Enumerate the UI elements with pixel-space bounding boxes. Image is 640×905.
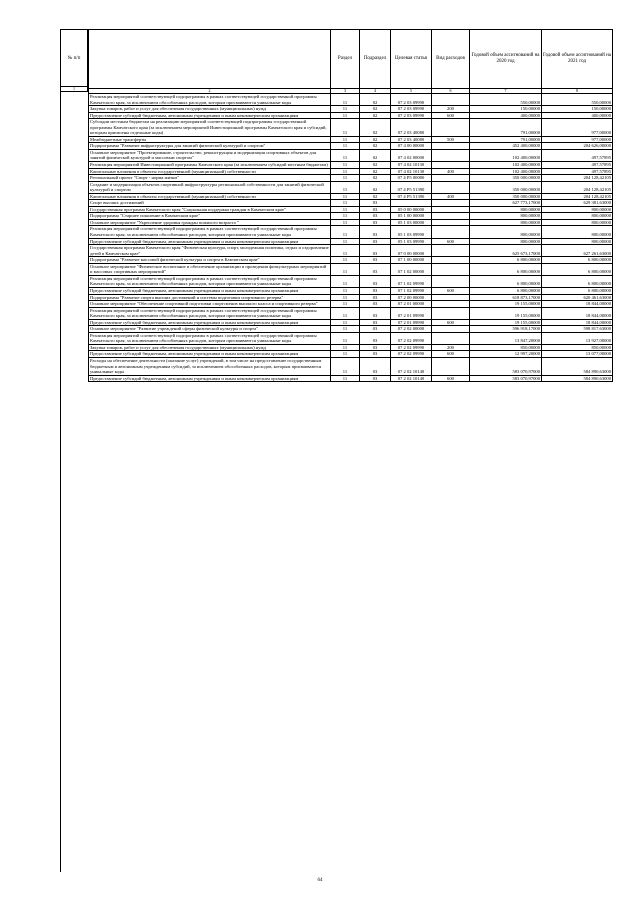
table-row xyxy=(89,149,613,161)
cell-vol2020: 550,00000 xyxy=(470,94,542,106)
cell-name: Закупка товаров, работ и услуг для обеспечения государственных (муниципальных) нужд xyxy=(89,344,331,351)
cell-name: Создание и модернизация объектов спортивной инфраструктуры региональной собственности для занятий физической культурой и спортом xyxy=(89,181,331,193)
cell-target: 07 2 03 40080 xyxy=(391,119,432,137)
cell-expense: 400 xyxy=(432,168,470,175)
cell-section: 11 xyxy=(331,136,360,143)
cell-name: Подпрограмма "Развитие спорта высших достижений и системы подготовки спортивного резерва" xyxy=(89,294,331,301)
cell-expense xyxy=(432,226,470,238)
cell-subsection: 03 xyxy=(360,226,391,238)
cell-subsection: 02 xyxy=(360,168,391,175)
cell-section: 11 xyxy=(331,319,360,326)
cell-name: Подпрограмма "Развитие инфраструктуры для занятий физической культурой и спортом" xyxy=(89,143,331,150)
cell-name: Региональный проект "Спорт - норма жизни" xyxy=(89,175,331,182)
cell-expense xyxy=(432,357,470,375)
cell-vol2020: 150,00000 xyxy=(470,106,542,113)
cell-subsection: 02 xyxy=(360,112,391,119)
cell-subsection: 03 xyxy=(360,257,391,264)
cell-expense: 400 xyxy=(432,193,470,200)
cell-target: 07 2 02 09990 xyxy=(391,332,432,344)
cell-section: 11 xyxy=(331,294,360,301)
cell-subsection: 03 xyxy=(360,301,391,308)
cell-section: 11 xyxy=(331,357,360,375)
header-name xyxy=(89,30,331,89)
cell-vol2021: 150,00000 xyxy=(542,106,613,113)
cell-section: 11 xyxy=(331,193,360,200)
cell-vol2021: 800,00000 xyxy=(542,238,613,245)
cell-vol2021: 850,00000 xyxy=(542,344,613,351)
cell-expense xyxy=(432,181,470,193)
cell-subsection: 02 xyxy=(360,181,391,193)
cell-vol2020: 800,00000 xyxy=(470,226,542,238)
cell-subsection: 03 xyxy=(360,245,391,257)
cell-name: Реализация мероприятий соответствующей подпрограммы в рамках соответствующей государственной программы Камчатского края, за исключением обособленных расходов, которым присваиваются уникальные коды xyxy=(89,275,331,287)
cell-target: 07 4 P5 51390 xyxy=(391,181,432,193)
cell-section: 11 xyxy=(331,213,360,220)
cell-expense xyxy=(432,119,470,137)
cell-name: Подпрограмма "Развитие массовой физической культуры и спорта в Камчатском крае" xyxy=(89,257,331,264)
cell-name: Реализация мероприятий Инвестиционной программы Камчатского края (за исключением субсидий местным бюджетам) xyxy=(89,162,331,169)
cell-target: 07 0 00 00000 xyxy=(391,245,432,257)
cell-target: 07 2 02 10140 xyxy=(391,375,432,382)
cell-target: 07 2 03 40080 xyxy=(391,136,432,143)
table-header-row xyxy=(89,30,613,89)
cell-section: 11 xyxy=(331,106,360,113)
cell-expense xyxy=(432,149,470,161)
cell-vol2021: 800,00000 xyxy=(542,226,613,238)
cell-vol2021: 627 261,63000 xyxy=(542,245,613,257)
cell-section: 11 xyxy=(331,168,360,175)
cell-vol2021: 6 800,00000 xyxy=(542,287,613,294)
cell-section: 11 xyxy=(331,257,360,264)
cell-name: Подпрограмма "Старшее поколение в Камчатском крае" xyxy=(89,213,331,220)
cell-subsection: 03 xyxy=(360,307,391,319)
cell-vol2020: 6 800,00000 xyxy=(470,257,542,264)
cell-vol2021: 6 800,00000 xyxy=(542,257,613,264)
cell-target: 07 2 00 00000 xyxy=(391,294,432,301)
cell-name: Предоставление субсидий бюджетным, автономным учреждениям и иным некоммерческим организациям xyxy=(89,375,331,382)
cell-section: 11 xyxy=(331,375,360,382)
cell-section: 11 xyxy=(331,301,360,308)
cell-vol2020: 102 400,00000 xyxy=(470,168,542,175)
cell-name: Расходы на обеспечение деятельности (оказание услуг) учреждений, в том числе на предоставление государственным бюджетным и автономным учреждениям субсидий, за исключением обособленных расходов, которым присваиваются уникальные коды xyxy=(89,357,331,375)
cell-name: Государственная программа Камчатского края "Физическая культура, спорт, молодежная политика, отдых и оздоровление детей в Камчатском крае" xyxy=(90,245,329,256)
cell-section: 11 xyxy=(331,287,360,294)
cell-vol2021: 13 927,00000 xyxy=(542,332,613,344)
cell-vol2020: 6 800,00000 xyxy=(470,275,542,287)
cell-vol2020: 850,00000 xyxy=(470,344,542,351)
cell-vol2020: 452 400,00000 xyxy=(470,143,542,150)
cell-vol2020: 102 400,00000 xyxy=(470,149,542,161)
cell-name: Основное мероприятие "Проектирование, строительство, реконструкция и модернизация спортивных объектов для занятий физической культурой и массовым спортом" xyxy=(89,149,331,161)
cell-vol2020: 19 155,00000 xyxy=(470,307,542,319)
header-target: Целевая статья xyxy=(391,30,432,89)
cell-vol2020: 350 000,00000 xyxy=(470,181,542,193)
cell-subsection: 03 xyxy=(360,200,391,207)
cell-name: Предоставление субсидий бюджетным, автономным учреждениям и иным некоммерческим организациям xyxy=(89,287,331,294)
cell-section: 11 xyxy=(331,175,360,182)
cell-section: 11 xyxy=(331,226,360,238)
cell-subsection: 02 xyxy=(360,175,391,182)
cell-vol2021: 204 128,42105 xyxy=(542,175,613,182)
cell-vol2020: 583 070,97000 xyxy=(470,375,542,382)
cell-section: 11 xyxy=(331,307,360,319)
cell-vol2021: 800,00000 xyxy=(542,219,613,226)
cell-expense: 200 xyxy=(432,344,470,351)
cell-vol2021: 497,57895 xyxy=(542,149,613,161)
cell-subsection: 03 xyxy=(360,263,391,275)
cell-vol2021: 400,00000 xyxy=(542,112,613,119)
cell-subsection: 03 xyxy=(360,375,391,382)
cell-expense: 600 xyxy=(432,112,470,119)
cell-vol2020: 627 773,17000 xyxy=(470,200,542,207)
cell-subsection: 03 xyxy=(360,332,391,344)
cell-subsection: 03 xyxy=(360,213,391,220)
cell-subsection: 02 xyxy=(360,193,391,200)
cell-vol2021: 550,00000 xyxy=(542,94,613,106)
cell-expense: 200 xyxy=(432,106,470,113)
cell-name: Основное мероприятие "Развитие учреждений сферы физической культуры и спорта" xyxy=(89,326,331,333)
colnum-2: 2 xyxy=(89,89,331,94)
cell-subsection: 03 xyxy=(360,287,391,294)
cell-subsection: 02 xyxy=(360,162,391,169)
cell-name: Предоставление субсидий бюджетным, автономным учреждениям и иным некоммерческим организациям xyxy=(89,319,331,326)
cell-expense xyxy=(432,263,470,275)
colnum-8: 8 xyxy=(542,89,613,94)
cell-vol2020: 19 155,00000 xyxy=(470,319,542,326)
cell-section: 11 xyxy=(331,275,360,287)
cell-vol2021: 800,00000 xyxy=(542,206,613,213)
cell-section: 11 xyxy=(331,112,360,119)
cell-subsection: 02 xyxy=(360,94,391,106)
cell-name: Спорт высших достижений xyxy=(89,200,331,207)
cell-target: 07 4 02 10130 xyxy=(391,168,432,175)
cell-name: Реализация мероприятий соответствующей подпрограммы в рамках соответствующей государственной программы Камчатского края, за исключением обособленных расходов, которым присваиваются уникальные коды xyxy=(89,94,331,106)
cell-target: 07 2 02 10140 xyxy=(391,357,432,375)
cell-vol2021: 497,57895 xyxy=(542,162,613,169)
cell-name: Субсидии местным бюджетам на реализацию мероприятий соответствующей подпрограммы государственной программы Камчатского края (за исключением мероприятий Инвестиционной программы Камчатского края и субсидий, которым присвоены отдельные коды) xyxy=(89,119,331,137)
cell-name: Реализация мероприятий соответствующей подпрограммы в рамках соответствующей государственной программы Камчатского края, за исключением обособленных расходов, которым присваиваются уникальные коды xyxy=(89,226,331,238)
cell-section: 11 xyxy=(331,238,360,245)
cell-vol2021: 18 844,00000 xyxy=(542,307,613,319)
cell-target: 05 1 00 00000 xyxy=(391,213,432,220)
cell-subsection: 03 xyxy=(360,344,391,351)
cell-section: 11 xyxy=(331,245,360,257)
table-row xyxy=(89,332,613,344)
table-row xyxy=(89,119,613,137)
cell-target: 07 2 03 09990 xyxy=(391,94,432,106)
cell-section: 11 xyxy=(331,332,360,344)
cell-name: Основное мероприятие "Обеспечение спортивной подготовки спортсменов высокого класса и спортивного резерва" xyxy=(89,301,331,308)
table-row xyxy=(89,375,613,382)
cell-vol2020: 618 873,17000 xyxy=(470,294,542,301)
cell-expense: 600 xyxy=(432,351,470,358)
cell-target: 05 0 00 00000 xyxy=(391,206,432,213)
cell-vol2020: 625 673,17000 xyxy=(470,245,542,257)
cell-section: 11 xyxy=(331,219,360,226)
cell-vol2020: 350 000,00000 xyxy=(470,175,542,182)
cell-vol2021: 629 381,63000 xyxy=(542,200,613,207)
cell-subsection: 03 xyxy=(360,357,391,375)
cell-vol2020: 19 155,00000 xyxy=(470,301,542,308)
cell-target: 07 1 00 00000 xyxy=(391,257,432,264)
cell-vol2020: 6 800,00000 xyxy=(470,287,542,294)
budget-table xyxy=(88,29,613,382)
cell-section: 11 xyxy=(331,326,360,333)
cell-expense xyxy=(432,94,470,106)
cell-vol2021: 598 817,63000 xyxy=(542,326,613,333)
table-row xyxy=(89,307,613,319)
cell-target: 07 4 02 10130 xyxy=(391,162,432,169)
cell-vol2020: 791,00000 xyxy=(470,136,542,143)
cell-expense: 600 xyxy=(432,287,470,294)
cell-section: 11 xyxy=(331,263,360,275)
table-row xyxy=(89,94,613,106)
cell-target: 07 2 02 00000 xyxy=(391,326,432,333)
cell-vol2021: 977,00000 xyxy=(542,136,613,143)
cell-vol2021: 620 461,63000 xyxy=(542,294,613,301)
cell-target: 07 2 03 09990 xyxy=(391,106,432,113)
cell-section: 11 xyxy=(331,181,360,193)
cell-target: 07 4 P5 51390 xyxy=(391,193,432,200)
cell-name: Предоставление субсидий бюджетным, автономным учреждениям и иным некоммерческим организациям xyxy=(89,351,331,358)
cell-target: 07 2 01 09990 xyxy=(391,319,432,326)
cell-target: 07 2 02 09990 xyxy=(391,351,432,358)
cell-subsection: 03 xyxy=(360,351,391,358)
cell-subsection: 03 xyxy=(360,319,391,326)
cell-vol2020: 800,00000 xyxy=(470,219,542,226)
cell-subsection: 02 xyxy=(360,136,391,143)
cell-name: Государственная программа Камчатского края "Социальная поддержка граждан в Камчатском крае" xyxy=(89,206,331,213)
cell-expense: 600 xyxy=(432,375,470,382)
cell-name: Основное мероприятие "Физическое воспитание и обеспечение организации и проведения физкультурных мероприятий и массовых спортивных мероприятий" xyxy=(89,263,331,275)
cell-vol2021: 800,00000 xyxy=(542,213,613,220)
table-row xyxy=(89,357,613,375)
row-number-header: № п/п xyxy=(60,29,88,87)
cell-vol2021: 977,00000 xyxy=(542,119,613,137)
cell-subsection: 03 xyxy=(360,294,391,301)
cell-expense xyxy=(432,307,470,319)
cell-subsection: 02 xyxy=(360,106,391,113)
header-subsection: Подраздел xyxy=(360,30,391,89)
cell-vol2021: 18 844,00000 xyxy=(542,301,613,308)
table-body xyxy=(89,94,613,382)
cell-section: 11 xyxy=(331,206,360,213)
cell-target: 07 1 02 09990 xyxy=(391,275,432,287)
cell-name: Капитальные вложения в объекты государственной (муниципальной) собственности xyxy=(89,168,331,175)
table-row xyxy=(89,275,613,287)
header-vol2020: Годовой объем ассигнований на 2020 год xyxy=(470,30,542,89)
cell-expense xyxy=(432,245,470,257)
cell-target: 07 2 03 09990 xyxy=(391,112,432,119)
cell-target: 05 1 03 09990 xyxy=(391,226,432,238)
colnum-6: 6 xyxy=(432,89,470,94)
cell-name: Реализация мероприятий соответствующей подпрограммы в рамках соответствующей государственной программы Камчатского края, за исключением обособленных расходов, которым присваиваются уникальные коды xyxy=(89,332,331,344)
cell-name: Предоставление субсидий бюджетным, автономным учреждениям и иным некоммерческим организациям xyxy=(89,112,331,119)
cell-vol2021: 18 844,00000 xyxy=(542,319,613,326)
cell-name: Межбюджетные трансферты xyxy=(89,136,331,143)
cell-vol2020: 800,00000 xyxy=(470,238,542,245)
page-number: 64 xyxy=(317,878,323,883)
cell-section: 11 xyxy=(331,351,360,358)
cell-section: 11 xyxy=(331,162,360,169)
cell-target: 07 2 01 09990 xyxy=(391,307,432,319)
table-row xyxy=(89,263,613,275)
cell-vol2020: 800,00000 xyxy=(470,213,542,220)
cell-name: Реализация мероприятий соответствующей подпрограммы в рамках соответствующей государственной программы Камчатского края, за исключением обособленных расходов, которым присваиваются уникальные коды xyxy=(89,307,331,319)
cell-vol2020: 6 800,00000 xyxy=(470,263,542,275)
cell-vol2020: 350 000,00000 xyxy=(470,193,542,200)
cell-subsection: 03 xyxy=(360,219,391,226)
cell-subsection: 02 xyxy=(360,149,391,161)
colnum-7: 7 xyxy=(470,89,542,94)
cell-vol2020: 102 400,00000 xyxy=(470,162,542,169)
cell-vol2021: 584 890,63000 xyxy=(542,357,613,375)
cell-section: 11 xyxy=(331,143,360,150)
cell-target: 07 1 02 00000 xyxy=(391,263,432,275)
cell-target: 05 1 03 00000 xyxy=(391,219,432,226)
cell-vol2020: 596 918,17000 xyxy=(470,326,542,333)
cell-subsection: 02 xyxy=(360,143,391,150)
colnum-4: 4 xyxy=(360,89,391,94)
cell-vol2020: 12 997,20000 xyxy=(470,351,542,358)
header-expense: Вид расходов xyxy=(432,30,470,89)
cell-name: Закупка товаров, работ и услуг для обеспечения государственных (муниципальных) нужд xyxy=(89,106,331,113)
cell-expense: 500 xyxy=(432,136,470,143)
cell-target: 07 4 P5 00000 xyxy=(391,175,432,182)
cell-expense xyxy=(432,275,470,287)
cell-target: 05 1 03 09990 xyxy=(391,238,432,245)
cell-vol2021: 204 128,42105 xyxy=(542,193,613,200)
cell-subsection: 03 xyxy=(360,275,391,287)
cell-name: Капитальные вложения в объекты государственной (муниципальной) собственности xyxy=(89,193,331,200)
cell-vol2021: 497,57895 xyxy=(542,168,613,175)
cell-vol2021: 6 800,00000 xyxy=(542,263,613,275)
cell-section: 11 xyxy=(331,344,360,351)
cell-expense: 600 xyxy=(432,238,470,245)
cell-name: Основное мероприятие "Укрепление здоровья граждан пожилого возраста " xyxy=(89,219,331,226)
row-number-column xyxy=(60,91,88,872)
cell-vol2020: 400,00000 xyxy=(470,112,542,119)
cell-section: 11 xyxy=(331,119,360,137)
cell-target: 07 2 02 09990 xyxy=(391,344,432,351)
table-row xyxy=(89,226,613,238)
cell-target: 07 4 02 00000 xyxy=(391,149,432,161)
cell-vol2021: 204 626,00000 xyxy=(542,143,613,150)
cell-target: 07 4 00 00000 xyxy=(391,143,432,150)
cell-vol2021: 6 800,00000 xyxy=(542,275,613,287)
cell-section: 11 xyxy=(331,94,360,106)
cell-subsection: 03 xyxy=(360,206,391,213)
colnum-5: 5 xyxy=(391,89,432,94)
cell-expense xyxy=(432,332,470,344)
header-vol2021: Годовой объем ассигнований на 2021 год xyxy=(542,30,613,89)
cell-vol2020: 791,00000 xyxy=(470,119,542,137)
cell-vol2021: 584 890,63000 xyxy=(542,375,613,382)
cell-vol2021: 204 128,42105 xyxy=(542,181,613,193)
cell-vol2020: 13 847,20000 xyxy=(470,332,542,344)
cell-subsection: 03 xyxy=(360,326,391,333)
cell-target: 07 2 01 00000 xyxy=(391,301,432,308)
cell-section: 11 xyxy=(331,200,360,207)
cell-vol2020: 583 070,97000 xyxy=(470,357,542,375)
header-section: Раздел xyxy=(331,30,360,89)
cell-target: 07 1 02 09990 xyxy=(391,287,432,294)
colnum-3: 3 xyxy=(331,89,360,94)
cell-name: Предоставление субсидий бюджетным, автономным учреждениям и иным некоммерческим организациям xyxy=(89,238,331,245)
cell-vol2020: 800,00000 xyxy=(470,206,542,213)
cell-vol2021: 13 077,00000 xyxy=(542,351,613,358)
table-row xyxy=(89,245,613,257)
row-number-colnum: 1 xyxy=(60,87,88,92)
table-row xyxy=(89,181,613,193)
cell-subsection: 02 xyxy=(360,119,391,137)
cell-subsection: 03 xyxy=(360,238,391,245)
cell-expense: 600 xyxy=(432,319,470,326)
cell-section: 11 xyxy=(331,149,360,161)
